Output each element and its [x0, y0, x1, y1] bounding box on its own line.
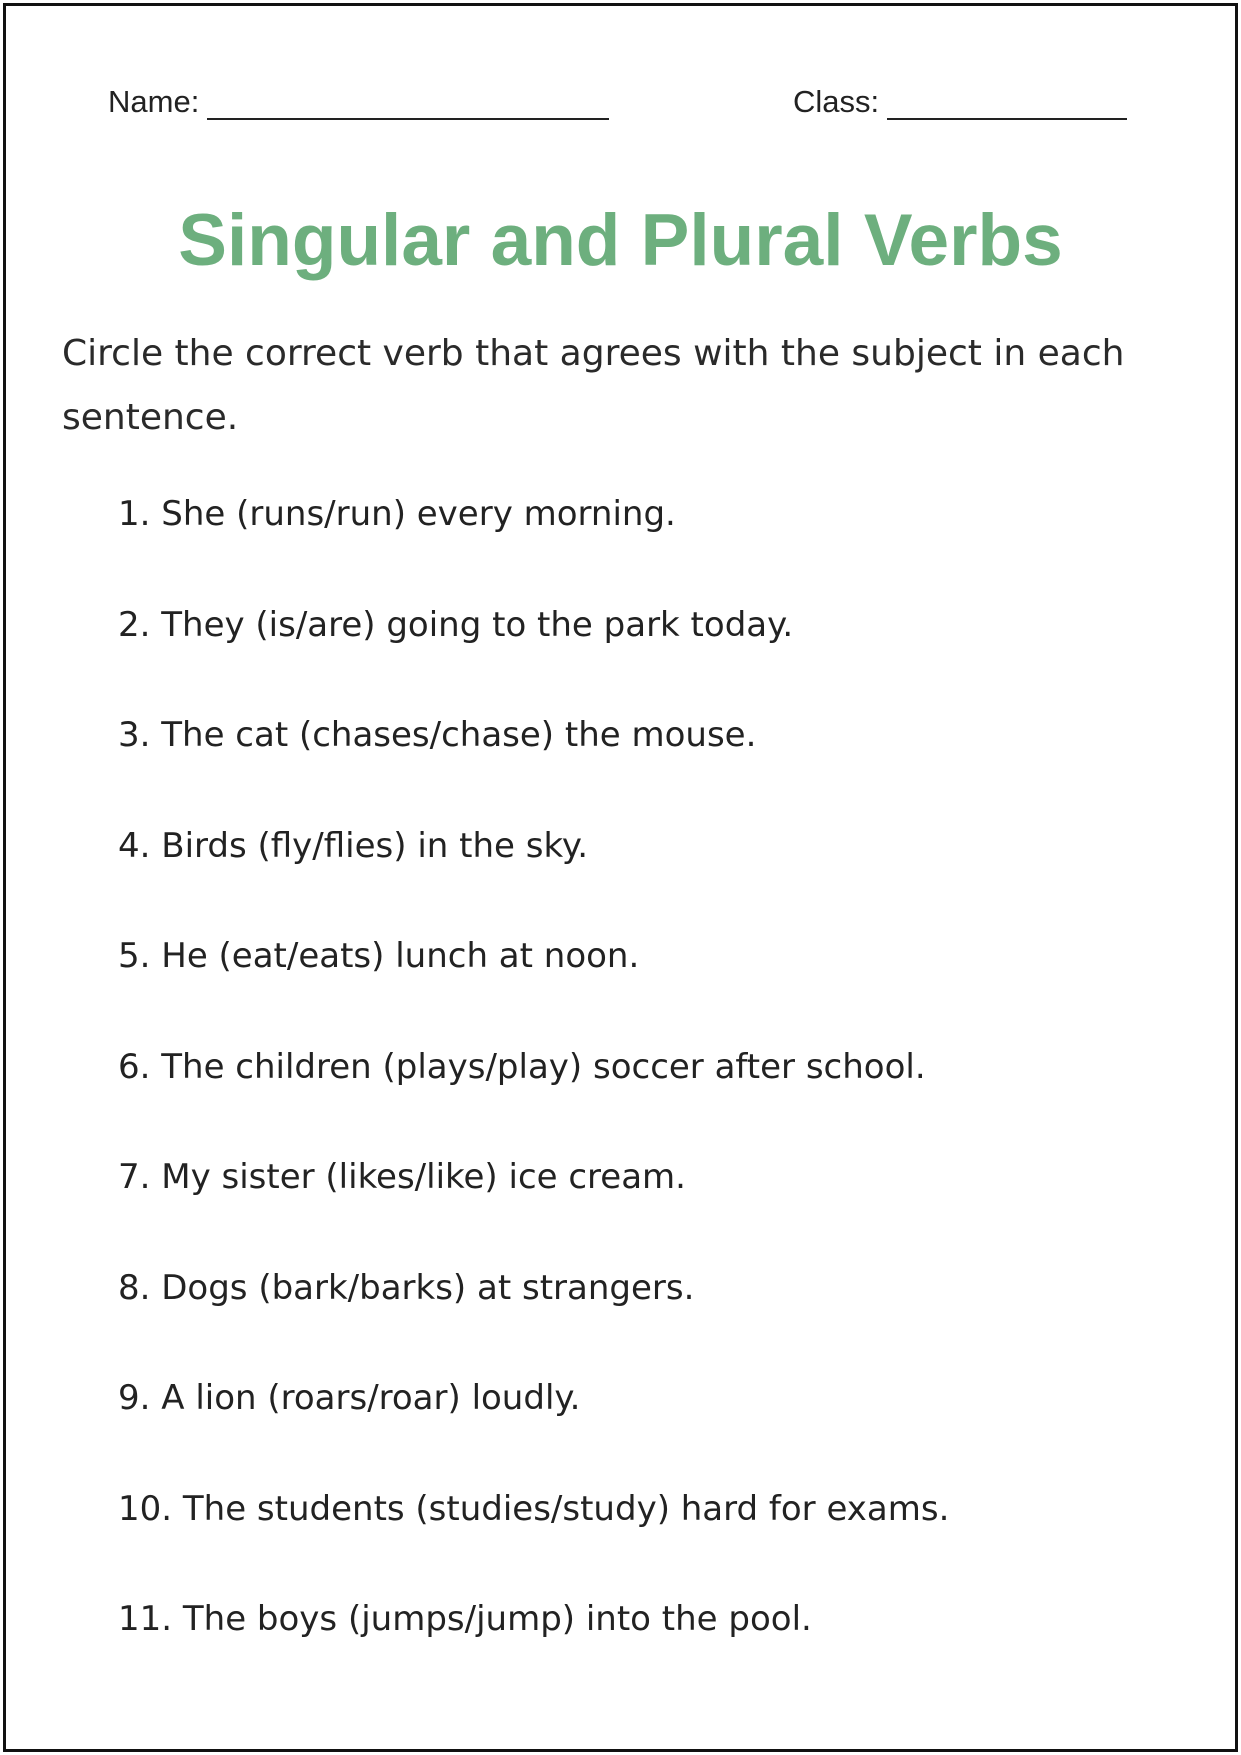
instructions-text: Circle the correct verb that agrees with the subject in each sentence.	[62, 333, 1125, 438]
question-item: 6. The children (plays/play) soccer after school.	[118, 1046, 926, 1087]
question-item: 8. Dogs (bark/barks) at strangers.	[118, 1267, 695, 1308]
worksheet-header	[0, 82, 1241, 126]
question-item: 4. Birds (fly/flies) in the sky.	[118, 825, 589, 866]
question-item: 5. He (eat/eats) lunch at noon.	[118, 936, 640, 976]
class-field	[793, 82, 1127, 120]
question-item: 11. The boys (jumps/jump) into the pool.	[118, 1599, 812, 1639]
name-blank-line[interactable]	[207, 82, 609, 120]
name-field	[108, 82, 609, 120]
question-item: 10. The students (studies/study) hard for exams.	[118, 1488, 950, 1529]
class-blank-line[interactable]	[887, 82, 1127, 120]
name-label: Name:	[108, 84, 200, 119]
question-item: 1. She (runs/run) every morning.	[118, 494, 676, 534]
question-item: 2. They (is/are) going to the park today.	[118, 604, 794, 645]
question-list	[118, 492, 949, 1708]
question-item: 9. A lion (roars/roar) loudly.	[118, 1378, 581, 1418]
question-item: 3. The cat (chases/chase) the mouse.	[118, 715, 757, 755]
class-label: Class:	[793, 84, 880, 119]
worksheet-title: Singular and Plural Verbs	[178, 200, 1063, 281]
question-item: 7. My sister (likes/like) ice cream.	[118, 1157, 686, 1197]
